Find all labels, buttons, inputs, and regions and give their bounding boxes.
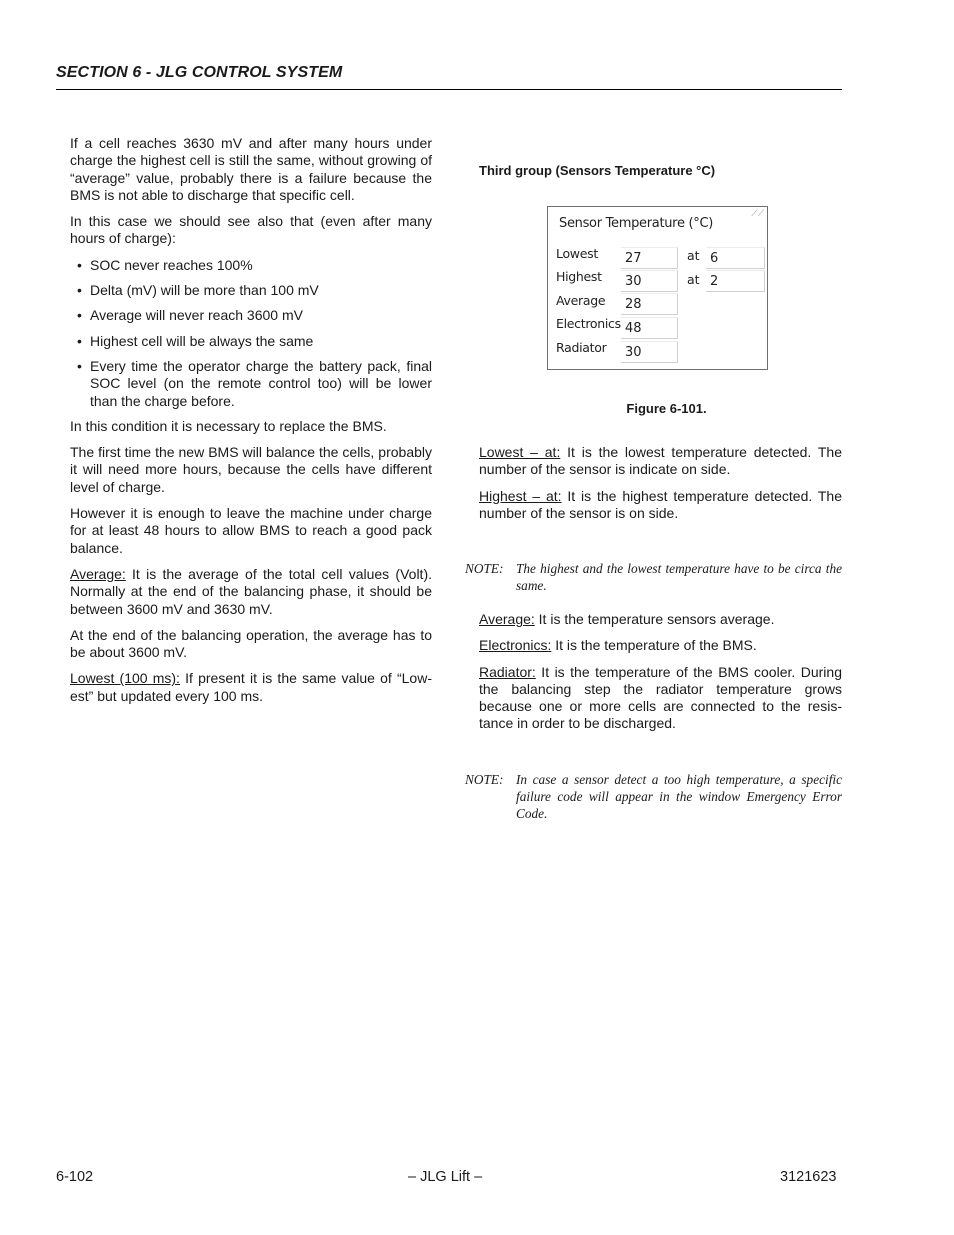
paragraph: However it is enough to leave the machine under charge for at least 48 hours to allow BMS to reach a good pack balance.: [70, 505, 432, 556]
label-lowest: Lowest: [556, 246, 598, 261]
doc-number: 3121623: [780, 1169, 837, 1185]
definition-text: It is the highest temperature detected. The number of the sensor is on side.: [479, 487, 842, 521]
label-at: at: [687, 248, 700, 263]
figure-caption: Figure 6-101.: [626, 401, 707, 416]
note-text: The highest and the lowest temperature have to be circa the same.: [516, 561, 842, 593]
sensor-temperature-panel: [547, 206, 768, 370]
note-2: [465, 771, 842, 822]
paragraph: In this condition it is necessary to replace the BMS.: [70, 417, 387, 434]
label-average: Average: [556, 293, 606, 308]
subheading: Third group (Sensors Temperature °C): [479, 163, 716, 178]
label-radiator: Radiator: [556, 340, 607, 355]
label-highest: Highest: [556, 269, 602, 284]
average-definition: [70, 566, 432, 618]
footer-center: – JLG Lift –: [408, 1169, 483, 1185]
paragraph: If a cell reaches 3630 mV and after many hours under charge the highest cell is still the same, without growing of “average” value, probably there is a failure because the BMS is not able to discharge that specific cell.: [70, 135, 432, 203]
field-radiator-value: 30: [621, 341, 678, 363]
field-average-value: 28: [621, 293, 678, 315]
list-item: • Average will never reach 3600 mV: [70, 307, 432, 324]
term-lowest-100ms: Lowest (100 ms):: [70, 670, 180, 687]
left-column: [70, 135, 432, 714]
definition-text: It is the temperature of the BMS cooler. During the balancing step the radiator temperature grows because one or more cells are connected to the resis-tance in order to be discharged.: [479, 663, 842, 732]
definition-text: It is the lowest temperature detected. The number of the sensor is indicate on side.: [479, 444, 842, 478]
right-column-top: [479, 162, 842, 188]
term-average: Average:: [70, 565, 126, 582]
term-lowest-at: Lowest – at:: [479, 444, 561, 460]
paragraph: At the end of the balancing operation, the average has to be about 3600 mV.: [70, 626, 432, 661]
term-average: Average:: [479, 611, 535, 627]
definition-text: It is the temperature of the BMS.: [551, 637, 757, 654]
field-lowest-value: 27: [621, 247, 678, 269]
average-definition: [479, 611, 842, 628]
field-highest-value: 30: [621, 270, 678, 292]
term-radiator: Radiator:: [479, 663, 536, 680]
field-electronics-value: 48: [621, 317, 678, 339]
definition-text: It is the temperature sensors average.: [534, 611, 775, 627]
field-lowest-sensor: 6: [706, 247, 765, 269]
note-text: In case a sensor detect a too high temperature, a specific failure code will appear in the window Emergency Error Code.: [516, 772, 842, 821]
list-item: • SOC never reaches 100%: [70, 257, 432, 274]
label-at: at: [687, 272, 700, 287]
list-item: • Delta (mV) will be more than 100 mV: [70, 282, 432, 299]
page-number: 6-102: [56, 1169, 94, 1185]
definition-text: It is the average of the total cell values (Volt). Normally at the end of the balancing phase, it should be between 3600 mV and 3630 mV.: [70, 565, 432, 617]
right-column-definitions: [479, 444, 842, 531]
definition-text: If present it is the same value of “Low-est” but updated every 100 ms.: [70, 670, 432, 704]
paragraph: The first time the new BMS will balance the cells, probably it will need more hours, because the cells have different level of charge.: [70, 444, 432, 495]
field-highest-sensor: 2: [706, 270, 765, 292]
right-column-definitions-2: [479, 611, 842, 742]
lowest-at-definition: [479, 444, 842, 479]
symptom-list: [70, 257, 432, 410]
electronics-definition: [479, 637, 842, 654]
paragraph: In this case we should see also that (even after many hours of charge):: [70, 213, 432, 247]
term-electronics: Electronics:: [479, 637, 552, 654]
list-item: • Every time the operator charge the battery pack, final SOC level (on the remote control too) will be lower than the charge before.: [70, 358, 432, 410]
note-label: NOTE:: [465, 561, 504, 576]
resize-grip-icon: ⟋⟋: [751, 209, 764, 219]
label-electronics: Electronics: [556, 316, 621, 331]
note-1: [465, 560, 842, 594]
radiator-definition: [479, 664, 842, 733]
highest-at-definition: [479, 488, 842, 523]
page-header: [56, 64, 842, 90]
list-item: • Highest cell will be always the same: [70, 333, 432, 350]
panel-title: Sensor Temperature (°C): [559, 216, 713, 231]
section-title: SECTION 6 - JLG CONTROL SYSTEM: [56, 64, 343, 81]
term-highest-at: Highest – at:: [479, 487, 562, 504]
note-label: NOTE:: [465, 772, 504, 787]
lowest-100ms-definition: [70, 670, 432, 705]
